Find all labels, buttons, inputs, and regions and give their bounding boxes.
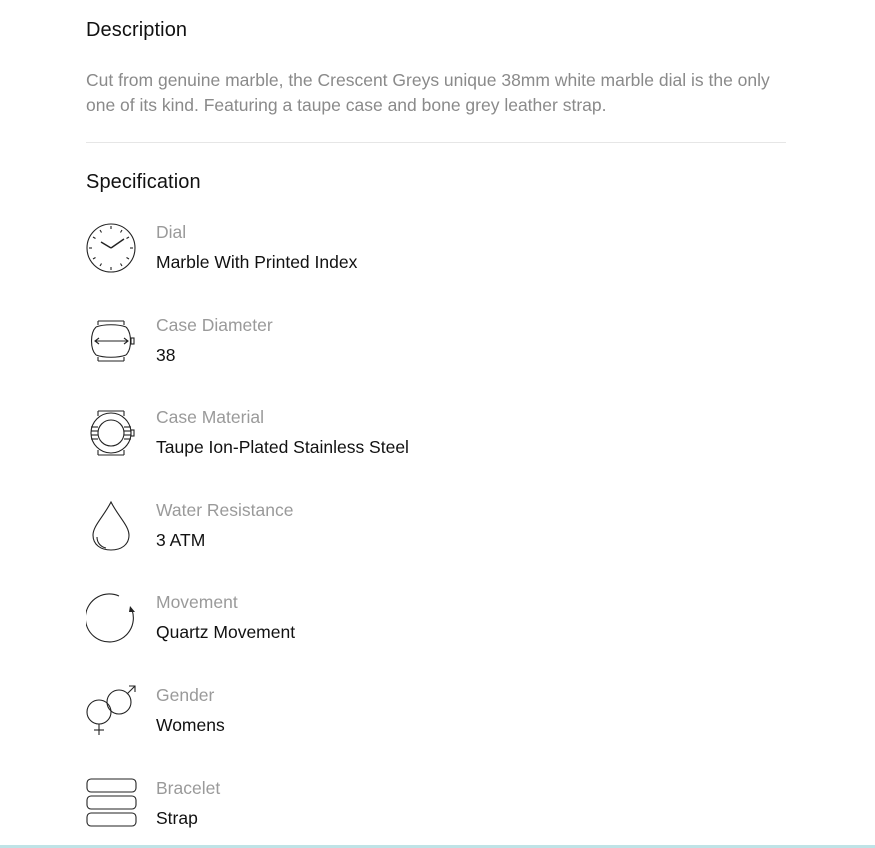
spec-item-case-diameter	[86, 315, 786, 408]
description-text: Cut from genuine marble, the Crescent Greys unique 38mm white marble dial is the only one of its kind. Featuring a taupe case and bone grey leather strap.	[86, 70, 770, 115]
spec-label: Gender	[156, 684, 215, 705]
case-diameter-icon	[86, 315, 138, 367]
water-drop-icon	[86, 500, 138, 552]
spec-value: Marble With Printed Index	[156, 252, 358, 272]
spec-label: Case Diameter	[156, 314, 273, 335]
spec-label: Movement	[156, 592, 238, 613]
spec-value: Strap	[156, 807, 198, 828]
movement-arrow-icon	[86, 592, 138, 644]
specification-list	[86, 222, 786, 848]
spec-item-case-material	[86, 407, 786, 500]
spec-value: 3 ATM	[156, 529, 206, 550]
spec-item-water-resistance	[86, 500, 786, 593]
spec-label: Water Resistance	[156, 499, 294, 520]
case-material-icon	[86, 407, 138, 459]
spec-value: Womens	[156, 714, 225, 735]
spec-value: 38	[156, 344, 176, 365]
spec-value: Quartz Movement	[156, 622, 296, 643]
spec-label: Case Material	[156, 407, 264, 428]
specification-heading: Specification	[86, 171, 201, 193]
spec-item-gender	[86, 685, 786, 778]
spec-label: Bracelet	[156, 777, 221, 798]
spec-item-dial	[86, 222, 786, 315]
spec-label: Dial	[156, 222, 187, 242]
spec-item-movement	[86, 592, 786, 685]
section-divider	[86, 142, 786, 143]
spec-item-bracelet	[86, 778, 786, 848]
bracelet-strap-icon	[86, 778, 138, 830]
spec-value: Taupe Ion-Plated Stainless Steel	[156, 437, 409, 458]
gender-icon	[86, 685, 138, 737]
clock-icon	[86, 222, 138, 274]
description-heading: Description	[86, 19, 188, 41]
